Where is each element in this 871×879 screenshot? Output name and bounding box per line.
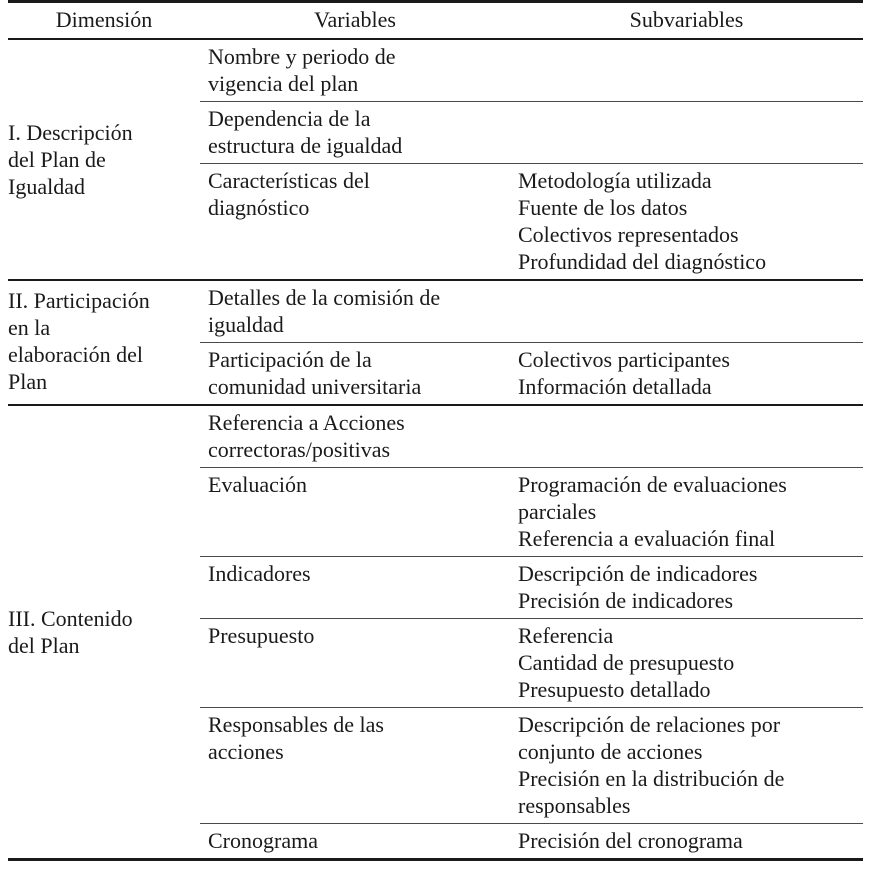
dimension-variable-matrix (8, 0, 863, 858)
subvariable-line: Descripción de indicadores (518, 561, 758, 586)
variable-line: igualdad (208, 312, 284, 337)
subvariable-line: Precisión del cronograma (518, 828, 743, 853)
variable-line: estructura de igualdad (208, 133, 403, 158)
subvariable-cell (510, 708, 863, 824)
variable-cell (200, 468, 510, 557)
subvariable-cell (510, 343, 863, 406)
dimension-cell (8, 39, 200, 280)
subvariable-cell (510, 468, 863, 557)
table-header (8, 2, 863, 40)
variable-line: comunidad universitaria (208, 374, 422, 399)
subvariable-line: Referencia a evaluación final (518, 526, 776, 551)
variable-cell (200, 164, 510, 281)
dimension-line: en la (8, 315, 51, 340)
variable-line: Participación de la (208, 347, 372, 372)
variable-cell (200, 343, 510, 406)
dimension-line: III. Contenido (8, 605, 133, 631)
variable-cell (200, 39, 510, 102)
variable-cell (200, 102, 510, 164)
subvariable-line: Programación de evaluaciones (518, 472, 787, 497)
variable-line: Evaluación (208, 472, 307, 497)
variable-line: Dependencia de la (208, 106, 371, 131)
table-body (8, 39, 863, 858)
column-header-variables: Variables (200, 2, 510, 40)
variable-cell (200, 708, 510, 824)
subvariable-cell (510, 824, 863, 859)
subvariable-line: Fuente de los datos (518, 195, 688, 220)
variable-line: correctoras/positivas (208, 437, 391, 462)
dimension-line: elaboración del (8, 342, 143, 367)
column-header-dimension: Dimensión (8, 2, 200, 40)
subvariable-cell (510, 39, 863, 102)
subvariable-line: Metodología utilizada (518, 168, 712, 193)
header-row (8, 2, 863, 40)
variable-cell (200, 405, 510, 468)
variable-line: Referencia a Acciones (208, 410, 405, 435)
subvariable-cell (510, 280, 863, 343)
variable-line: Nombre y periodo de (208, 44, 396, 69)
variable-line: Características del (208, 168, 370, 193)
dimension-line: Plan (8, 369, 48, 394)
table-row (8, 405, 863, 468)
subvariable-cell (510, 164, 863, 281)
variable-line: Presupuesto (208, 623, 315, 648)
subvariable-line: responsables (518, 793, 631, 818)
dimension-cell (8, 405, 200, 858)
variable-line: vigencia del plan (208, 71, 359, 96)
subvariable-line: Cantidad de presupuesto (518, 650, 735, 675)
variable-line: Indicadores (208, 561, 311, 586)
table-row (8, 39, 863, 102)
variable-cell (200, 619, 510, 708)
variable-line: Detalles de la comisión de (208, 285, 441, 310)
column-header-subvariables: Subvariables (510, 2, 863, 40)
dimension-line: del Plan (8, 632, 80, 658)
variable-line: Cronograma (208, 828, 318, 853)
table-row (8, 280, 863, 343)
variable-line: acciones (208, 739, 284, 764)
subvariable-line: Referencia (518, 623, 614, 648)
subvariable-line: Colectivos representados (518, 222, 739, 247)
subvariable-line: Presupuesto detallado (518, 677, 711, 702)
variable-cell (200, 557, 510, 619)
dimension-line: del Plan de (8, 146, 106, 172)
subvariable-line: Precisión en la distribución de (518, 766, 785, 791)
subvariable-line: Profundidad del diagnóstico (518, 249, 767, 274)
subvariable-line: Colectivos participantes (518, 347, 730, 372)
dimension-line: I. Descripción (8, 119, 133, 145)
variable-cell (200, 824, 510, 859)
bottom-rule (8, 858, 863, 861)
subvariable-cell (510, 557, 863, 619)
subvariable-cell (510, 619, 863, 708)
subvariable-cell (510, 102, 863, 164)
subvariable-line: Descripción de relaciones por (518, 712, 781, 737)
subvariable-line: conjunto de acciones (518, 739, 703, 764)
subvariable-line: Precisión de indicadores (518, 588, 734, 613)
variable-cell (200, 280, 510, 343)
dimension-line: Igualdad (8, 173, 85, 199)
subvariable-cell (510, 405, 863, 468)
dimension-cell (8, 280, 200, 405)
variable-line: Responsables de las (208, 712, 384, 737)
subvariable-line: Información detallada (518, 374, 712, 399)
dimension-line: II. Participación (8, 288, 150, 313)
variable-line: diagnóstico (208, 195, 310, 220)
subvariable-line: parciales (518, 499, 597, 524)
